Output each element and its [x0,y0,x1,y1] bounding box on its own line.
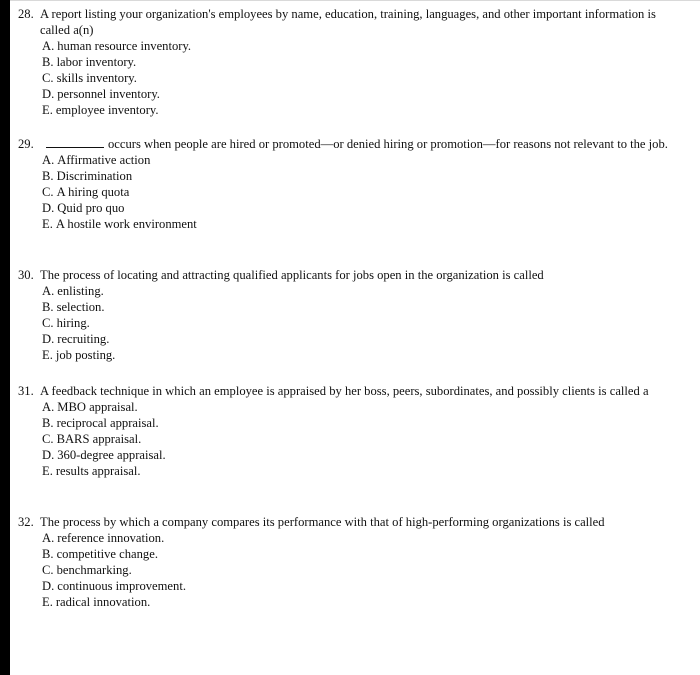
question-31 [18,383,688,479]
question-stem [18,6,688,38]
question-text: A feedback technique in which an employee is appraised by her boss, peers, subordinates, and possibly clients is called a [40,384,649,398]
page-top-border [10,0,700,1]
answer-option[interactable]: E. job posting. [42,348,116,362]
answer-option[interactable]: B. labor inventory. [42,55,137,69]
question-30 [18,267,688,363]
answer-option[interactable]: B. selection. [42,300,105,314]
answer-option[interactable]: E. results appraisal. [42,464,141,478]
document-page [10,0,700,675]
question-stem [18,136,688,152]
answer-option[interactable]: C. hiring. [42,316,90,330]
question-number: 31. [18,384,34,398]
answer-option[interactable]: A. human resource inventory. [42,39,192,53]
answer-option[interactable]: B. Discrimination [42,169,133,183]
answer-option[interactable]: A. reference innovation. [42,531,165,545]
answer-option[interactable]: D. Quid pro quo [42,201,125,215]
answer-option[interactable]: A. MBO appraisal. [42,400,138,414]
question-text: The process of locating and attracting qualified applicants for jobs open in the organization is called [40,268,544,282]
question-number: 28. [18,7,34,21]
question-number: 30. [18,268,34,282]
answer-option[interactable]: B. reciprocal appraisal. [42,416,159,430]
question-32 [18,514,688,610]
question-stem [18,514,688,530]
answer-options [18,283,688,363]
answer-option[interactable]: C. skills inventory. [42,71,137,85]
answer-option[interactable]: E. radical innovation. [42,595,151,609]
answer-option[interactable]: C. benchmarking. [42,563,132,577]
question-28 [18,6,688,118]
answer-options [18,530,688,610]
answer-option[interactable]: E. A hostile work environment [42,217,197,231]
answer-option[interactable]: D. personnel inventory. [42,87,160,101]
answer-option[interactable]: D. continuous improvement. [42,579,186,593]
answer-options [18,152,688,232]
answer-options [18,38,688,118]
question-text: A report listing your organization's employees by name, education, training, languages, and other important information is called a(n) [40,7,656,37]
answer-option[interactable]: D. 360-degree appraisal. [42,448,166,462]
question-stem [18,383,688,399]
question-29 [18,136,688,232]
answer-option[interactable]: A. Affirmative action [42,153,151,167]
question-stem [18,267,688,283]
answer-option[interactable]: E. employee inventory. [42,103,159,117]
answer-option[interactable]: A. enlisting. [42,284,104,298]
answer-options [18,399,688,479]
question-text: occurs when people are hired or promoted—or denied hiring or promotion—for reasons not relevant to the job. [108,137,668,151]
question-number: 29. [18,137,34,151]
question-text: The process by which a company compares its performance with that of high-performing organizations is called [40,515,605,529]
answer-option[interactable]: C. A hiring quota [42,185,130,199]
answer-option[interactable]: B. competitive change. [42,547,158,561]
answer-option[interactable]: D. recruiting. [42,332,110,346]
fill-in-blank [46,136,104,148]
question-number: 32. [18,515,34,529]
answer-option[interactable]: C. BARS appraisal. [42,432,142,446]
